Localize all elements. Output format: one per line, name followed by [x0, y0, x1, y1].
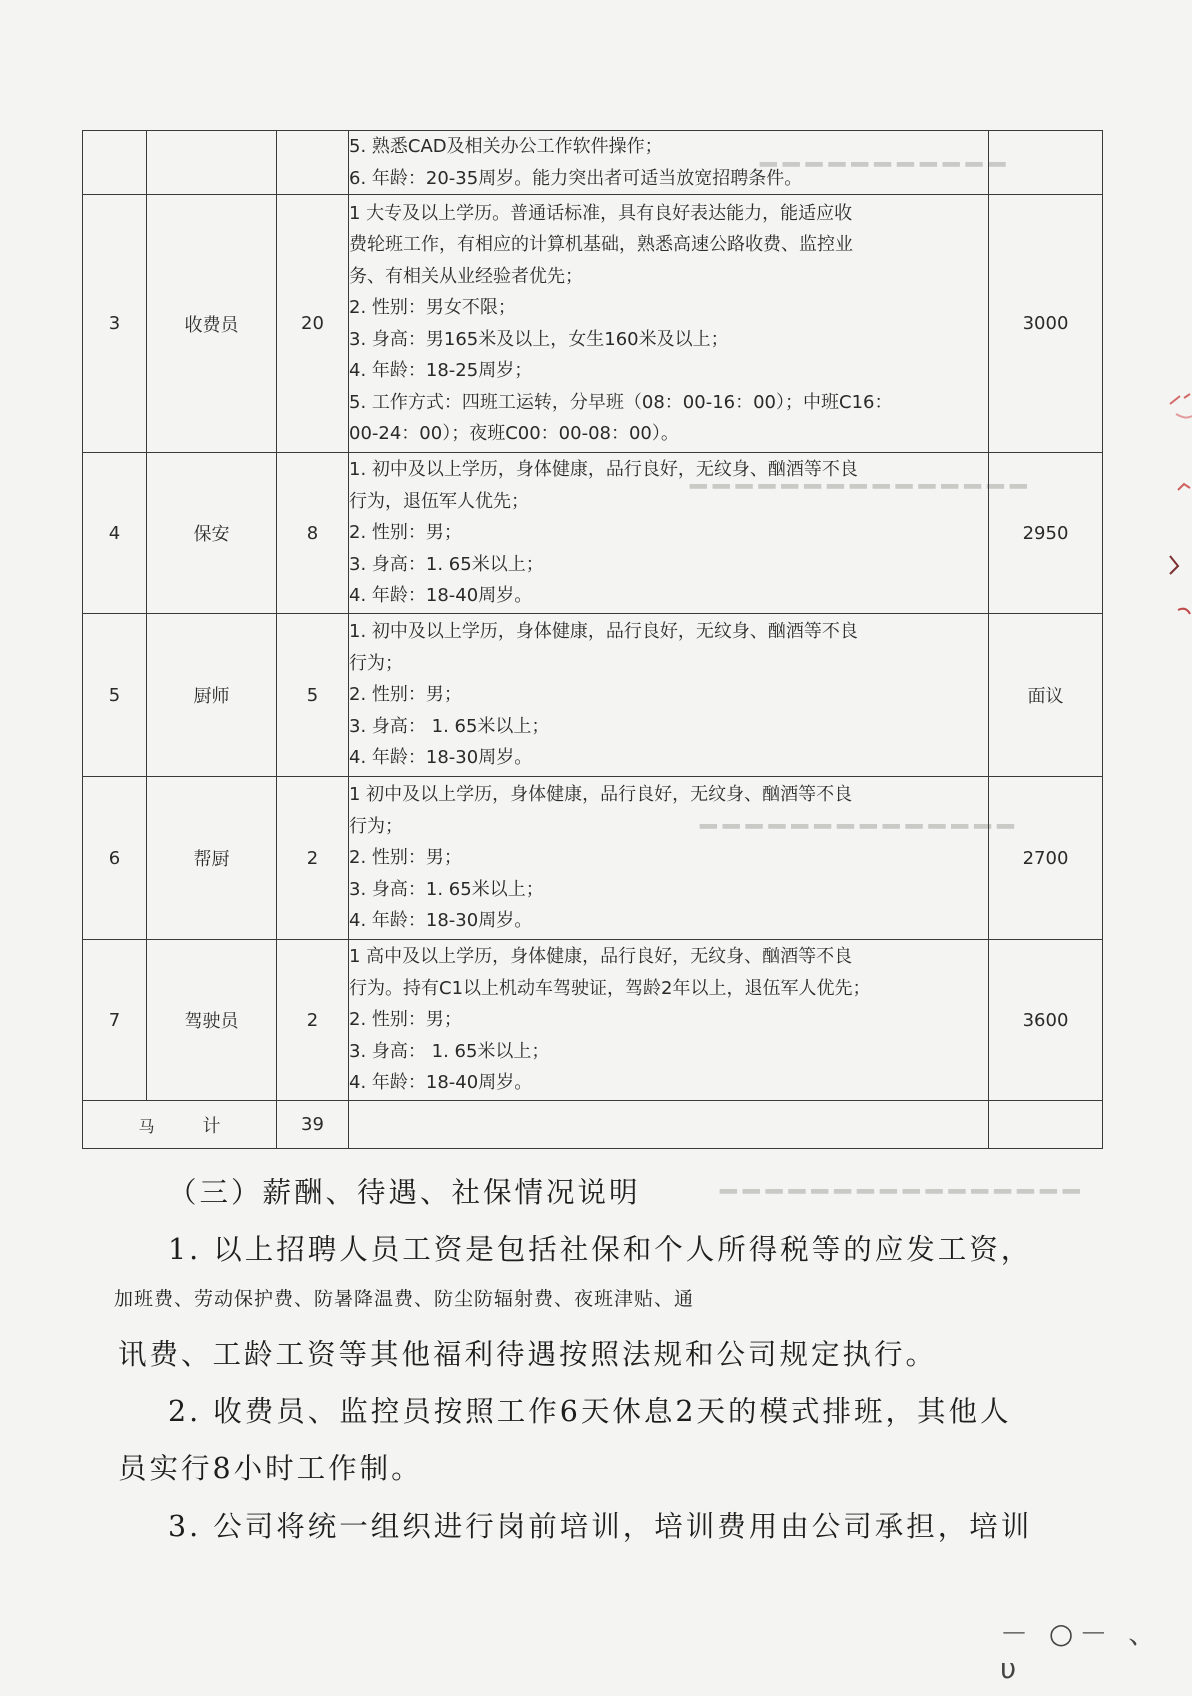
requirement-line: 4. 年龄：18-40周岁。 — [349, 585, 533, 607]
headcount: 5 — [277, 614, 349, 777]
requirement-line: 1. 初中及以上学历，身体健康，品行良好，无纹身、酗酒等不良 — [349, 459, 858, 481]
position-cell — [147, 131, 277, 195]
row-number: 4 — [83, 453, 147, 614]
total-count: 39 — [277, 1101, 349, 1149]
requirement-line: 2. 性别：男； — [349, 684, 462, 706]
requirement-line: 行为； — [349, 652, 403, 674]
requirement-line: 6. 年龄：20-35周岁。能力突出者可适当放宽招聘条件。 — [349, 167, 803, 189]
requirements-cell — [349, 777, 989, 940]
paragraph-line: 员实行8小时工作制。 — [118, 1452, 423, 1485]
position-title: 保安 — [147, 453, 277, 614]
requirement-line: 2. 性别：男女不限； — [349, 297, 516, 318]
bleed-through: ━━━━━━━━━━━━━━ — [700, 810, 1021, 843]
salary: 3000 — [989, 195, 1103, 453]
paragraph-line: 2. 收费员、监控员按照工作6天休息2天的模式排班，其他人 — [168, 1395, 1012, 1428]
requirement-line: 1 大专及以上学历。普通话标准，具有良好表达能力，能适应收 — [349, 202, 853, 224]
requirement-line: 3. 身高：1. 65米以上； — [349, 878, 544, 900]
recruitment-table — [82, 130, 1103, 1149]
requirement-line: 行为； — [349, 815, 403, 837]
page-number-marks: － ○－ 、 υ — [1000, 1617, 1163, 1685]
requirement-line: 2. 性别：男； — [349, 522, 462, 544]
requirements-cell — [349, 195, 989, 453]
paragraph-line: 3. 公司将统一组织进行岗前培训，培训费用由公司承担，培训 — [168, 1510, 1033, 1543]
table-row — [83, 777, 1103, 940]
bleed-through: ━━━━━━━━━━━━━━━ — [690, 470, 1033, 503]
row-number: 7 — [83, 940, 147, 1101]
position-title: 驾驶员 — [147, 940, 277, 1101]
bleed-through: ━━━━━━━━━━━━━━━━ — [720, 1175, 1086, 1208]
table-row — [83, 940, 1103, 1101]
total-label-cell — [83, 1101, 277, 1149]
requirement-line: 1 高中及以上学历，身体健康，品行良好，无纹身、酗酒等不良 — [349, 946, 853, 968]
requirement-line: 00-24：00）；夜班C00：00-08：00）。 — [349, 423, 679, 444]
section-heading: （三）薪酬、待遇、社保情况说明 — [168, 1176, 641, 1209]
salary: 2950 — [989, 453, 1103, 614]
requirements-cell — [349, 131, 989, 195]
row-number-cell — [83, 131, 147, 195]
paragraph-line: 讯费、工龄工资等其他福利待遇按照法规和公司规定执行。 — [118, 1338, 938, 1371]
bleed-through: ━━━━━━━━━━━ — [760, 148, 1012, 181]
requirement-line: 4. 年龄：18-25周岁； — [349, 360, 533, 381]
row-number: 6 — [83, 777, 147, 940]
requirement-line: 3. 身高：男165米及以上，女生160米及以上； — [349, 328, 729, 350]
requirement-line: 4. 年龄：18-30周岁。 — [349, 747, 533, 769]
headcount: 2 — [277, 940, 349, 1101]
requirement-line: 5. 工作方式：四班工运转，分早班（08：00-16：00）；中班C16： — [349, 391, 893, 413]
requirement-line: 行为。持有C1以上机动车驾驶证，驾龄2年以上，退伍军人优先； — [349, 977, 871, 999]
salary: 3600 — [989, 940, 1103, 1101]
position-title: 厨师 — [147, 614, 277, 777]
requirement-line: 务、有相关从业经验者优先； — [349, 265, 583, 287]
requirements-cell — [349, 614, 989, 777]
row-number: 3 — [83, 195, 147, 453]
headcount: 20 — [277, 195, 349, 453]
requirement-line: 1. 初中及以上学历，身体健康，品行良好，无纹身、酗酒等不良 — [349, 621, 858, 643]
requirement-line: 3. 身高： 1. 65米以上； — [349, 715, 550, 737]
seal-edge-icon — [1140, 390, 1192, 640]
salary-cell — [989, 131, 1103, 195]
salary: 2700 — [989, 777, 1103, 940]
headcount-cell — [277, 131, 349, 195]
paragraph-line-small: 加班费、劳动保护费、防暑降温费、防尘防辐射费、夜班津贴、通 — [114, 1288, 695, 1310]
requirement-line: 行为，退伍军人优先； — [349, 490, 529, 512]
paragraph-line: 1. 以上招聘人员工资是包括社保和个人所得税等的应发工资， — [168, 1233, 1033, 1266]
headcount: 8 — [277, 453, 349, 614]
requirement-line: 1 初中及以上学历，身体健康，品行良好，无纹身、酗酒等不良 — [349, 784, 853, 806]
table-row — [83, 453, 1103, 614]
total-label-a: 马 — [138, 1116, 155, 1136]
table-row — [83, 195, 1103, 453]
row-number: 5 — [83, 614, 147, 777]
requirement-line: 2. 性别：男； — [349, 1009, 462, 1031]
requirement-line: 3. 身高：1. 65米以上； — [349, 553, 544, 575]
requirement-line: 5. 熟悉CAD及相关办公工作软件操作； — [349, 136, 663, 157]
headcount: 2 — [277, 777, 349, 940]
requirement-line: 4. 年龄：18-40周岁。 — [349, 1072, 533, 1094]
requirement-line: 3. 身高： 1. 65米以上； — [349, 1040, 550, 1062]
total-salary-cell — [989, 1101, 1103, 1149]
table-row-continued — [83, 131, 1103, 195]
requirements-cell — [349, 940, 989, 1101]
table-row — [83, 614, 1103, 777]
position-title: 帮厨 — [147, 777, 277, 940]
total-row — [83, 1101, 1103, 1149]
total-requirements-cell — [349, 1101, 989, 1149]
total-label-b: 计 — [202, 1115, 221, 1137]
requirement-line: 费轮班工作，有相应的计算机基础，熟悉高速公路收费、监控业 — [349, 234, 853, 255]
requirements-cell — [349, 453, 989, 614]
requirement-line: 2. 性别：男； — [349, 847, 462, 869]
requirement-line: 4. 年龄：18-30周岁。 — [349, 910, 533, 932]
salary: 面议 — [989, 614, 1103, 777]
position-title: 收费员 — [147, 195, 277, 453]
